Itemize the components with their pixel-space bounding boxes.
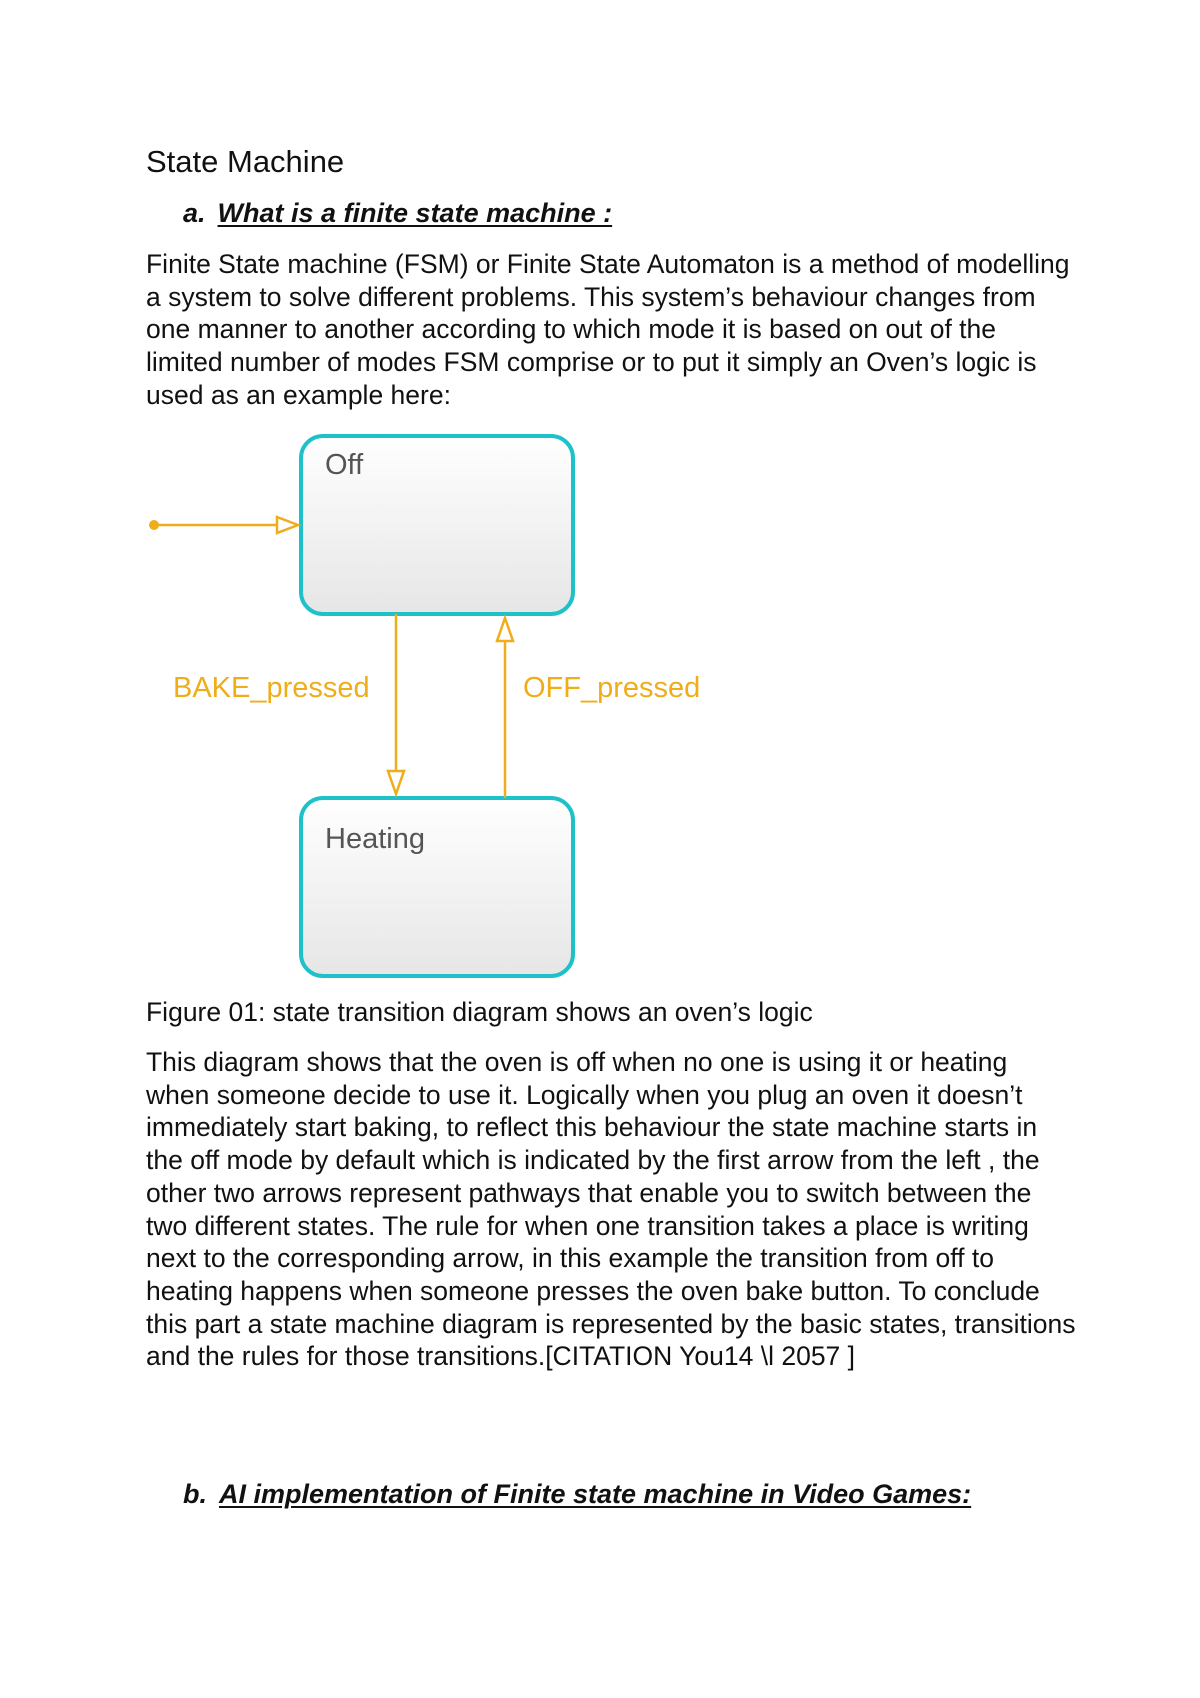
state-transition-diagram (140, 426, 740, 986)
section-a-heading-text: What is a finite state machine : (217, 198, 613, 228)
explanation-paragraph: This diagram shows that the oven is off when no one is using it or heating when someone decide to use it. Logically when you plug an oven it doesn’t immediately start baking, to reflect this behaviour the state machine starts in the off mode by default which is indicated by the first arrow from the left , the other two arrows represent pathways that enable you to switch between the two different states. The rule for when one transition takes a place is writing next to the corresponding arrow, in this example the transition from off to heating happens when someone presses the oven bake button. To conclude this part a state machine diagram is represented by the basic states, transitions and the rules for those transitions.[CITATION You14 \l 2057 ] (146, 1047, 1076, 1372)
off-arrowhead (497, 618, 513, 641)
section-a-heading (183, 197, 612, 229)
bake-transition-label: BAKE_pressed (173, 672, 370, 704)
figure-caption: Figure 01: state transition diagram shows an oven’s logic (146, 997, 813, 1027)
off-transition-label: OFF_pressed (523, 672, 701, 704)
bake-transition-arrow (388, 614, 404, 794)
section-b-heading (183, 1478, 971, 1510)
state-off-label: Off (325, 449, 364, 481)
state-heating-label: Heating (325, 823, 425, 855)
section-b-marker: b. (183, 1479, 207, 1509)
off-transition-arrow (497, 618, 513, 798)
page-title: State Machine (146, 144, 345, 179)
bake-arrowhead (388, 771, 404, 794)
section-a-marker: a. (183, 198, 206, 228)
initial-arrowhead (277, 517, 298, 533)
intro-paragraph: Finite State machine (FSM) or Finite State Automaton is a method of modelling a system to solve different problems. This system’s behaviour changes from one manner to another according to which mode it is based on out of the limited number of modes FSM comprise or to put it simply an Oven’s logic is used as an example here: (146, 249, 1070, 410)
initial-transition-arrow (149, 517, 298, 533)
section-b-heading-text: AI implementation of Finite state machine in Video Games: (219, 1479, 972, 1509)
